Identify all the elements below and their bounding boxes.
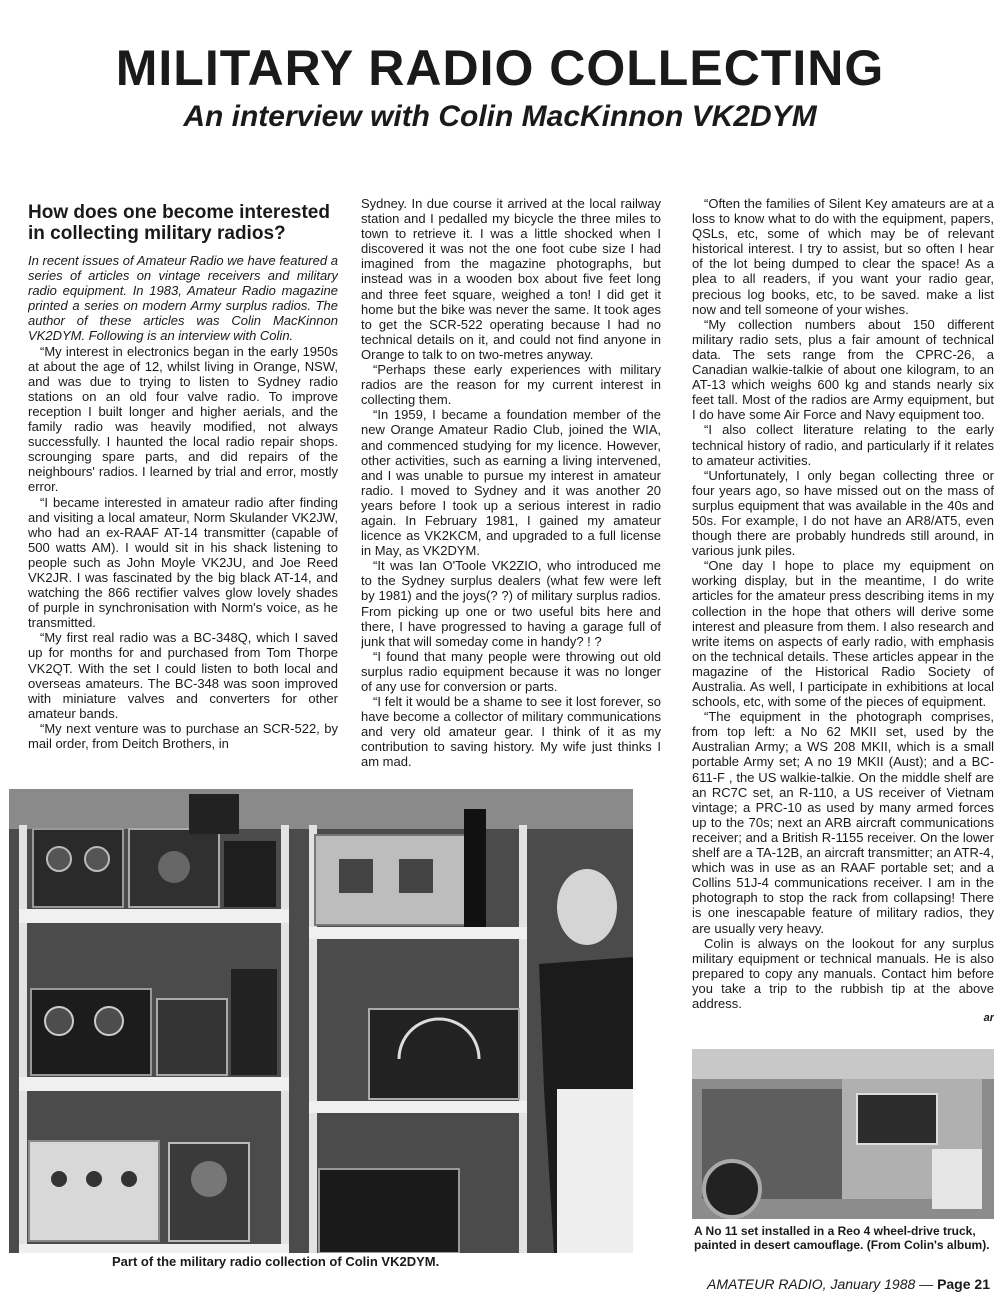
truck-radio-illustration [692, 1049, 994, 1219]
article-subtitle: An interview with Colin MacKinnon VK2DYM [183, 100, 817, 133]
paragraph: “In 1959, I became a foundation member of the new Orange Amateur Radio Club, joined the WIA, and commenced studying for my licence. However, other activities, such as earning a living intervened, and I was unable to pursue my interest in amateur radio. I moved to Sydney and it was another 20 years before I took up a serious interest in radio again. In February 1981, I gained my amateur licence as VK2KCM, and upgraded to a full license in May, as VK2DYM. [361, 407, 661, 559]
truck-radio-photo [692, 1049, 994, 1219]
paragraph: “Perhaps these early experiences with military radios are the reason for my current interest in collecting them. [361, 362, 661, 408]
end-mark: ar [983, 1012, 994, 1025]
paragraph: “My first real radio was a BC-348Q, which I saved up for months for and purchased from Tom Thorpe VK2QT. With the set I could listen to both local and overseas amateurs. The BC-348 was soon improved with miniature valves and converters for other amateur bands. [28, 630, 338, 721]
paragraph: “It was Ian O'Toole VK2ZIO, who introduced me to the Sydney surplus dealers (what few were left by 1981) and the joys(? ?) of military surplus radios. From picking up one or two useful bits here and there, I have progressed to having a garage full of junk that will someday come in handy? ! ? [361, 558, 661, 649]
paragraph: “My interest in electronics began in the early 1950s at about the age of 12, whilst living in Orange, NSW, and was due to trying to listen to Sydney radio stations on an old four valve radio. To improve reception I built longer and higher aerials, and the family radio was heavily modified, not always successfully. I haunted the local radio repair shops. scrounging spare parts, and did repairs of the neighbours' radios. I learned by trial and error, mostly error. [28, 343, 338, 495]
page-footer [707, 1276, 990, 1292]
paragraph: “I became interested in amateur radio after finding and visiting a local amateur, Norm Skulander VK2JW, who had an ex-RAAF AT-14 transmitter (capable of 500 watts AM). I would sit in his shack listening to people such as John Moyle VK2JU, and Joe Reed VK2JR. I was fascinated by the big black AT-14, and watching the 866 rectifier valves glow lovely shades of purple in synchronisation with Norm's voice, as he transmitted. [28, 494, 338, 631]
issue-date: January 1988 — [830, 1276, 934, 1292]
page-number: Page 21 [937, 1276, 990, 1292]
paragraph: “Often the families of Silent Key amateurs are at a loss to know what to do with the equipment, papers, QSLs, etc, some of which may be of relevant historical interest. I try to assist, but so often I hear of the lot being dumped to clear the space! As a plea to all readers, if you want your radio gear, precious log books, etc, to be saved. make a list now and tell someone of your wishes. [692, 196, 994, 317]
paragraph: “Unfortunately, I only began collecting three or four years ago, so have missed out on the mass of surplus equipment that was available in the 40s and 50s. For example, I do not have an AR8/AT5, even though there are probably hundreds still around, in various junk piles. [692, 467, 994, 559]
paragraph: “My next venture was to purchase an SCR-522, by mail order, from Deitch Brothers, in [28, 720, 338, 751]
column-1 [28, 196, 338, 784]
section-heading: How does one become interested in collecting military radios? [28, 202, 330, 244]
paragraph: “My collection numbers about 150 different military radio sets, plus a fair amount of technical data. The sets range from the CPRC-26, a Canadian walkie-talkie of about one kilogram, to an AT-13 which weighs 600 kg and stands nearly six feet tall. Most of the radios are Army equipment, but I do have some Air Force and Navy equipment too. [692, 316, 994, 423]
article-title: MILITARY RADIO COLLECTING [115, 40, 885, 96]
column-2 [361, 196, 661, 788]
radio-collection-illustration [9, 789, 633, 1253]
publication-name: AMATEUR RADIO, [707, 1276, 827, 1292]
column-3 [692, 196, 994, 1048]
side-photo-caption: A No 11 set installed in a Reo 4 wheel-drive truck, painted in desert camouflage. (From Colin's album). [694, 1224, 990, 1252]
paragraph: “The equipment in the photograph comprises, from top left: a No 62 MKII set, used by the Australian Army; a WS 208 MKII, which is a small portable Army set; A no 19 MKII (Aust); and a BC-611-F , the US walkie-talkie. On the middle shelf are an RC7C set, an R-110, a US receiver of Vietnam vintage; a PRC-10 as used by many armed forces up to the 70s; next an ARB aircraft communications receiver; and a British R-1155 receiver. On the lower shelf are a TA-12B, an aircraft transmitter; an ATR-4, which was in use as an RAAF portable set; and a Collins 51J-4 communications receiver. I am in the photograph to stop the rack from collapsing! There is one inescapable feature of military radios, they are usually very heavy. [692, 709, 994, 936]
paragraph: “I also collect literature relating to the early technical history of radio, and particularly if it relates to amateur activities. [692, 422, 994, 468]
main-photo-caption: Part of the military radio collection of Colin VK2DYM. [112, 1254, 440, 1269]
paragraph: Colin is always on the lookout for any surplus military equipment or technical manuals. He is also prepared to copy any manuals. Contact him before you take a trip to the rubbish tip at the above address. [692, 935, 994, 1011]
paragraph: “One day I hope to place my equipment on working display, but in the meantime, I do write articles for the amateur press describing items in my collection in the hope that others will derive some interest and pleasure from them. I also research and write items on aspects of early radio, with emphasis on the technical details. These articles appear in the magazine of the Historical Radio Society of Australia. As well, I participate in exhibitions at local schools, etc, with some of the pieces of equipment. [692, 558, 994, 710]
paragraph: Sydney. In due course it arrived at the local railway station and I pedalled my bicycle the three miles to town to retrieve it. I was a little shocked when I discovered it was not the one foot cube size I had imagined from the magazine photographs, but instead was in a wooden box about five feet long and three feet square, weighed a ton! I did get it home but the bike was never the same. It took ages to get the SCR-522 operating because I had no technical details on it, and could not find anyone in Orange to talk to on two-metres anyway. [361, 196, 661, 362]
radio-collection-photo [9, 789, 633, 1253]
paragraph: “I found that many people were throwing out old surplus radio equipment because it was no longer of any use for conversion or parts. [361, 648, 661, 694]
intro-paragraph: In recent issues of Amateur Radio we have featured a series of articles on vintage receivers and military radio equipment. In 1983, Amateur Radio magazine printed a series on modern Army surplus radios. The author of these articles was Colin MacKinnon VK2DYM. Following is an interview with Colin. [28, 253, 338, 344]
paragraph: “I felt it would be a shame to see it lost forever, so have become a collector of military communications and very old amateur gear. I think of it as my contribution to saving history. My wife just thinks I am mad. [361, 694, 661, 770]
